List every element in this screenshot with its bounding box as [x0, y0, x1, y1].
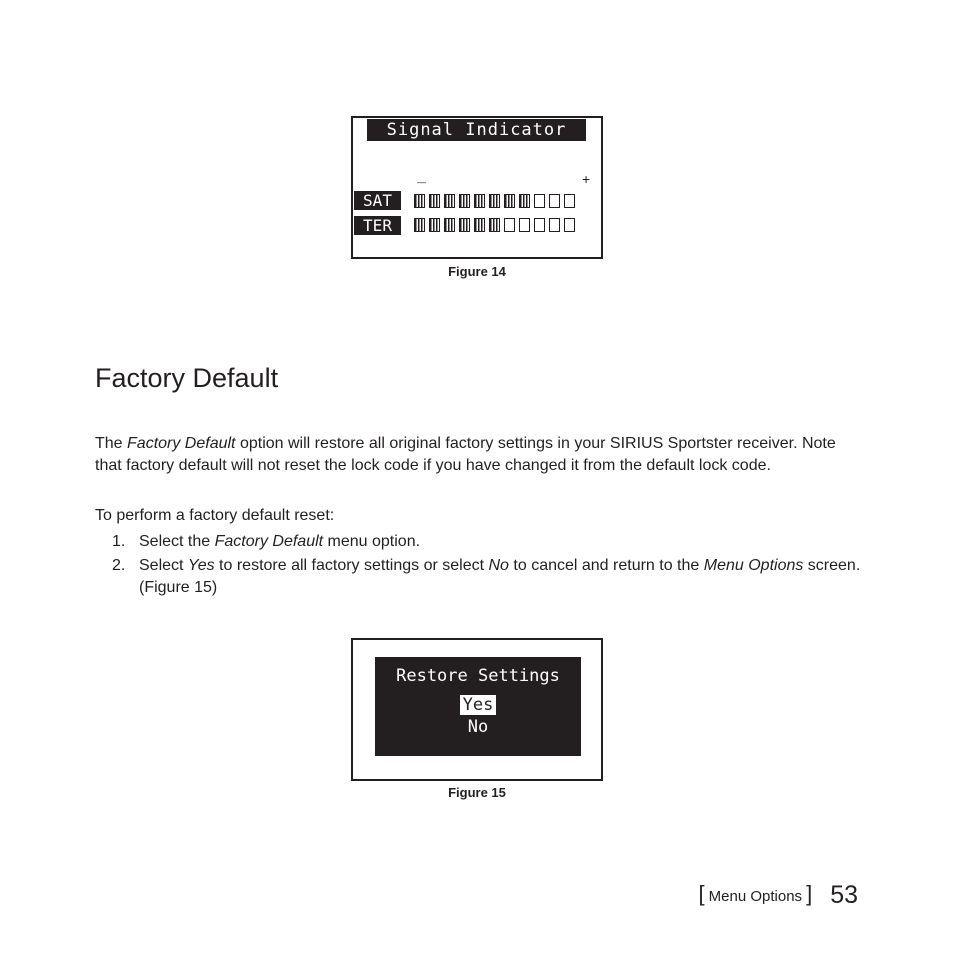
figure-14-lcd — [351, 116, 603, 259]
ter-bar — [474, 218, 485, 232]
section-heading: Factory Default — [95, 363, 279, 393]
sat-bar — [444, 194, 455, 208]
figure-15-lcd — [351, 638, 603, 781]
sat-bar — [489, 194, 500, 208]
steps-list — [95, 531, 865, 601]
signal-indicator-title: Signal Indicator — [367, 119, 586, 141]
ter-label: TER — [354, 216, 401, 235]
ter-bar — [459, 218, 470, 232]
step-text: screen. (Figure 15) — [139, 557, 861, 596]
sat-label: SAT — [354, 191, 401, 210]
step-text: Select — [139, 557, 188, 574]
option-yes-selected[interactable]: Yes — [460, 695, 497, 715]
ter-bar — [504, 218, 515, 232]
figure-15-caption: Figure 15 — [448, 785, 506, 800]
sat-bar — [549, 194, 560, 208]
restore-settings-title: Restore Settings — [396, 666, 560, 686]
minus-label: — — [417, 177, 426, 187]
restore-settings-screen — [375, 657, 581, 756]
ter-bar — [429, 218, 440, 232]
step-number: 1. — [112, 533, 126, 550]
intro-text-start: The — [95, 435, 128, 452]
footer-section-name: Menu Options — [708, 888, 803, 905]
step-text: Select the — [139, 533, 215, 550]
list-item — [95, 555, 865, 599]
intro-emphasis: Factory Default — [127, 435, 236, 452]
sat-signal-bars — [414, 194, 575, 208]
ter-bar — [414, 218, 425, 232]
intro-text-end: option will restore all original factory settings in your SIRIUS Sportster receiver. Note that factory default will not reset the lock code if you have changed it from the default lock code. — [95, 435, 836, 474]
ter-bar — [519, 218, 530, 232]
sat-bar — [534, 194, 545, 208]
list-item — [95, 531, 865, 553]
ter-signal-bars — [414, 218, 575, 232]
page-number: 53 — [830, 881, 858, 909]
step-emphasis: No — [488, 557, 509, 574]
sat-bar — [414, 194, 425, 208]
sat-bar — [519, 194, 530, 208]
plus-label: + — [582, 171, 591, 187]
bracket-open: [ — [698, 881, 705, 906]
step-emphasis: Factory Default — [214, 533, 324, 550]
ter-bar — [549, 218, 560, 232]
option-yes-row — [375, 695, 581, 715]
step-text: to cancel and return to the — [508, 557, 704, 574]
page-footer — [699, 880, 858, 911]
step-number: 2. — [112, 557, 126, 574]
ter-bar — [444, 218, 455, 232]
option-no[interactable]: No — [467, 717, 489, 737]
sat-bar — [504, 194, 515, 208]
ter-bar — [534, 218, 545, 232]
steps-lead: To perform a factory default reset: — [95, 507, 335, 524]
sat-bar — [459, 194, 470, 208]
sat-bar — [474, 194, 485, 208]
bracket-close: ] — [806, 881, 813, 906]
step-text: to restore all factory settings or select — [214, 557, 489, 574]
step-emphasis: Menu Options — [703, 557, 804, 574]
intro-paragraph — [95, 433, 865, 477]
sat-bar — [429, 194, 440, 208]
step-text: menu option. — [323, 533, 421, 550]
sat-bar — [564, 194, 575, 208]
ter-bar — [489, 218, 500, 232]
ter-bar — [564, 218, 575, 232]
figure-14-caption: Figure 14 — [448, 264, 506, 279]
step-emphasis: Yes — [187, 557, 215, 574]
